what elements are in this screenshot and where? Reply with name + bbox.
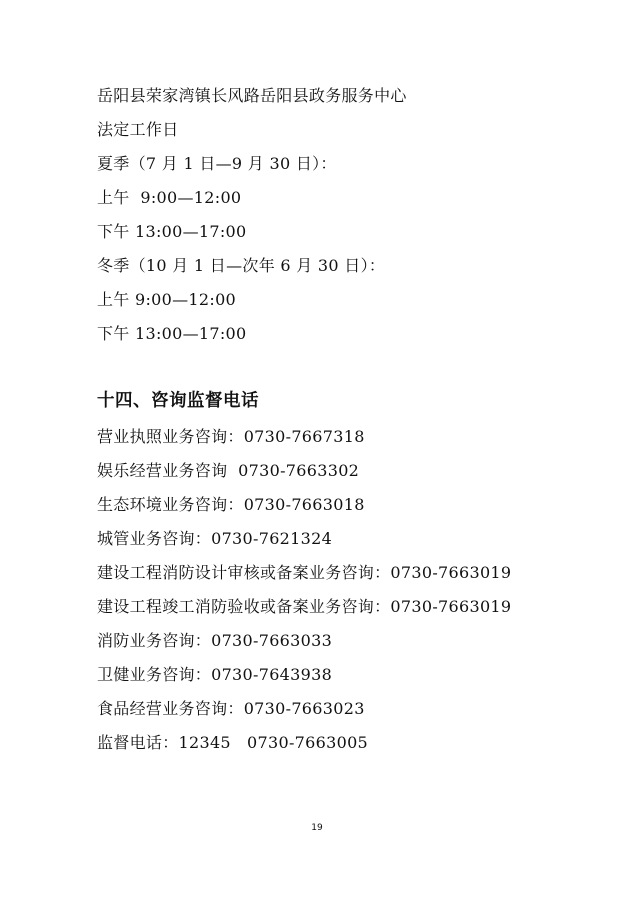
contact-line-health: 卫健业务咨询：0730-7643938 xyxy=(97,665,333,684)
winter-afternoon-hours: 下午 13:00—17:00 xyxy=(97,324,247,343)
winter-morning-hours: 上午 9:00—12:00 xyxy=(97,290,237,309)
contact-line-urban-management: 城管业务咨询：0730-7621324 xyxy=(97,529,333,548)
contact-line-supervision: 监督电话：12345 0730-7663005 xyxy=(97,733,369,752)
contact-line-fire-services: 消防业务咨询：0730-7663033 xyxy=(97,631,333,650)
winter-season-label: 冬季（10 月 1 日—次年 6 月 30 日）： xyxy=(97,256,386,275)
workday-label: 法定工作日 xyxy=(97,120,179,139)
contact-line-environment: 生态环境业务咨询：0730-7663018 xyxy=(97,495,365,514)
service-center-address: 岳阳县荣家湾镇长风路岳阳县政务服务中心 xyxy=(97,86,407,105)
contact-line-business-license: 营业执照业务咨询：0730-7667318 xyxy=(97,427,365,446)
section-heading: 十四、咨询监督电话 xyxy=(97,391,259,411)
contact-line-fire-acceptance: 建设工程竣工消防验收或备案业务咨询：0730-7663019 xyxy=(97,597,512,616)
summer-season-label: 夏季（7 月 1 日—9 月 30 日）： xyxy=(97,154,337,173)
contact-line-entertainment: 娱乐经营业务咨询 0730-7663302 xyxy=(97,461,360,480)
page-number: 19 xyxy=(311,823,323,833)
summer-afternoon-hours: 下午 13:00—17:00 xyxy=(97,222,247,241)
contact-line-food-business: 食品经营业务咨询：0730-7663023 xyxy=(97,699,365,718)
summer-morning-hours: 上午 9:00—12:00 xyxy=(97,188,242,207)
contact-line-fire-design-review: 建设工程消防设计审核或备案业务咨询：0730-7663019 xyxy=(97,563,512,582)
